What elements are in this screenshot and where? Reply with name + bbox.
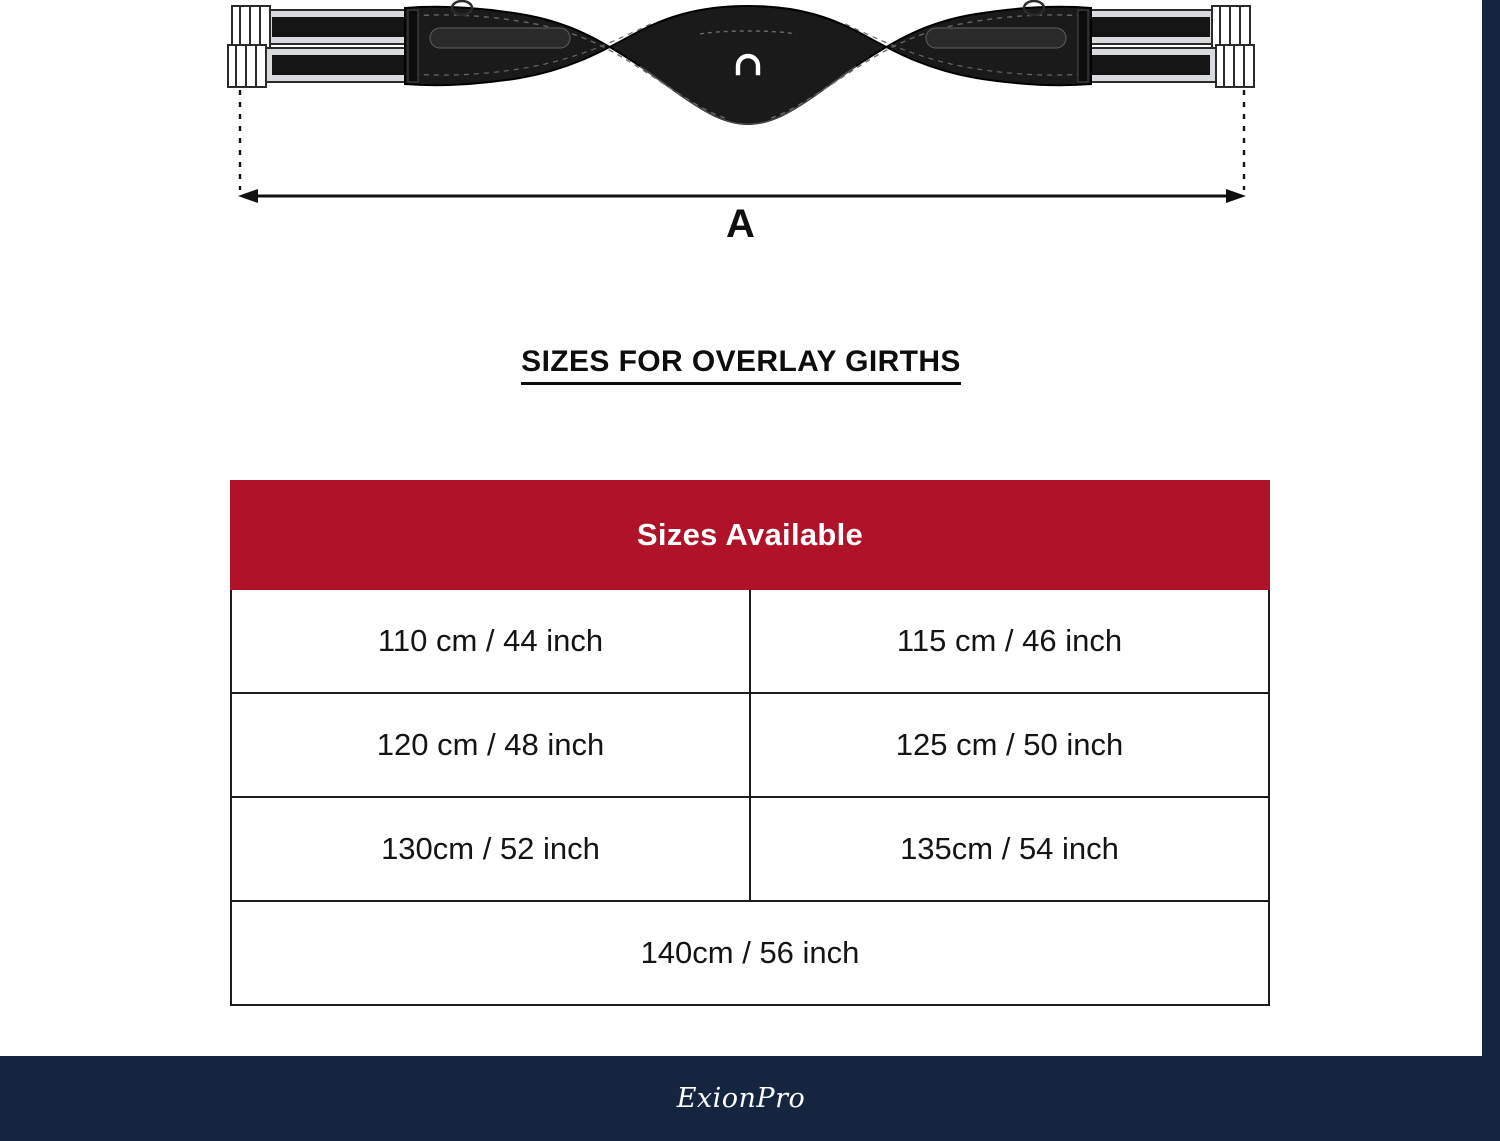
footer-bar <box>0 1056 1482 1141</box>
size-cell: 135cm / 54 inch <box>750 797 1269 901</box>
girth-body <box>405 6 1091 124</box>
left-buckle-group <box>228 6 422 87</box>
section-heading <box>0 345 1482 379</box>
table-row <box>231 797 1269 901</box>
size-cell-last: 140cm / 56 inch <box>231 901 1269 1005</box>
size-cell: 130cm / 52 inch <box>231 797 750 901</box>
size-cell: 125 cm / 50 inch <box>750 693 1269 797</box>
girth-diagram <box>0 0 1482 290</box>
dimension-label-a: A <box>726 202 756 246</box>
table-row <box>231 589 1269 693</box>
size-cell: 120 cm / 48 inch <box>231 693 750 797</box>
sizes-available-header: Sizes Available <box>231 481 1269 589</box>
brand-logo: ExionPro <box>676 1083 806 1114</box>
sizes-table <box>230 480 1270 1006</box>
size-cell: 110 cm / 44 inch <box>231 589 750 693</box>
right-edge-strip <box>1482 0 1500 1141</box>
table-header-row <box>231 481 1269 589</box>
table-row <box>231 901 1269 1005</box>
section-heading-text: SIZES FOR OVERLAY GIRTHS <box>521 345 961 385</box>
table-row <box>231 693 1269 797</box>
size-cell: 115 cm / 46 inch <box>750 589 1269 693</box>
